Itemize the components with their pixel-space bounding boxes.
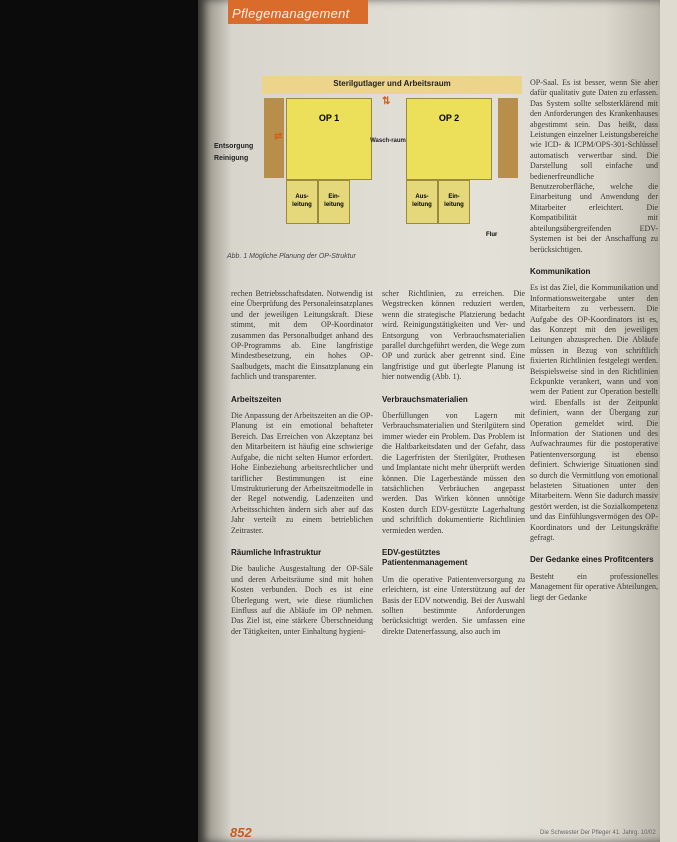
op1-label: OP 1 — [318, 113, 340, 123]
op-room-1 — [286, 98, 372, 180]
exit-room-1 — [286, 180, 318, 224]
entry-room-2 — [438, 180, 470, 224]
arrow-icon: ⇄ — [274, 131, 283, 142]
paragraph: Die Anpassung der Arbeitszeiten an die OP-Planung ist ein emotional behafteter Bereich. Das Erreichen von Akzeptanz bei den Mitarbeitern ist häufig eine schwierige Aufgabe, die nicht selten Humor erfordert. Hohe Einbeziehung arbeitsrechtlicher und tariflicher Bestimmungen ist eine Umstrukturierung der Arbeitszeitmodelle in der Regel notwendig. Ladenzeiten und Arbeitsschichten ändern sich aber auf das Jahr verteilt zu einem betrieblichen Zeitraster. — [231, 411, 373, 535]
text-column-2 — [382, 289, 525, 643]
storage-label: Sterilgutlager und Arbeitsraum — [333, 79, 451, 88]
cleaning-label: Reinigung — [214, 155, 249, 162]
entry-room-1 — [318, 180, 350, 224]
op-room-2 — [406, 98, 492, 180]
page-edges — [660, 0, 677, 842]
section-heading: Kommunikation — [530, 266, 591, 276]
paragraph: scher Richtlinien, zu erreichen. Die Wegstrecken können reduziert werden, wenn die strategische Platzierung bedacht wird. Reinigungstätigkeiten und Ver- und Entsorgung von Verbrauchsmaterialien parallel durchgeführt werden, die Wege zum OP und zurück aber getrennt sind. Eine langfristige und gut überlegte Planung ist hier notwendig (Abb. 1). — [382, 289, 525, 382]
entry1-label: Ein-leitung — [324, 194, 344, 208]
exit1-label: Aus-leitung — [292, 194, 312, 208]
paragraph: Besteht ein professionelles Management für operative Abteilungen, liegt der Gedanke — [530, 571, 658, 602]
entry2-label: Ein-leitung — [444, 194, 464, 208]
exit-room-2 — [406, 180, 438, 224]
corridor-label: Flur — [486, 232, 498, 238]
section-heading: Arbeitszeiten — [231, 394, 282, 404]
disposal-label: Entsorgung — [214, 143, 254, 150]
exit2-label: Aus-leitung — [412, 194, 432, 208]
text-column-1 — [231, 289, 373, 643]
section-title: Pflegemanagement — [232, 6, 350, 21]
paragraph: OP-Saal. Es ist besser, wenn Sie aber dafür qualitativ gute Daten zu erfassen. Das System sollte selbsterklärend mit den Anforderungen des Krankenhauses abgestimmt sein. Das heißt, dass Leistungen einzelner Leistungsbereiche wie ICD- & ICPM/OPS-301-Schlüssel automatisch verwertbar sind. Die Darstellung soll einfache und bedienerfreundliche Benutzeroberfläche, welche die Einarbeitung und Anwendung der Mitarbeiter erleichtert. Die Kompatibilität mit abteilungsübergreifenden EDV-Systemen ist bei der Anschaffung zu berücksichtigen. — [530, 78, 658, 254]
op2-label: OP 2 — [438, 113, 460, 123]
paragraph: Um die operative Patientenversorgung zu erleichtern, ist eine Unterstützung auf der Basis der EDV notwendig. Bei der Auswahl sollten bestimmte Anforderungen berücksichtigt werden. Sie umfassen eine direkte Datenerfassung, also auch im — [382, 574, 525, 636]
paragraph: Es ist das Ziel, die Kommunikation und Informationsweitergabe unter den Mitarbeitern zu verbessern. Die Aufgabe des OP-Koordinators ist es, das Konzept mit den jeweiligen Leitungen abzusprechen. Die Abläufe müssen in Bezug von schriftlich fixierten Richtlinien festgelegt werden. Beispielsweise sind in den Richtlinien Eckpunkte verankert, wann und von wem der Patient zur Operation bestellt wird. Ebenfalls ist der Zeitpunkt definiert, wann der Übergang zur Operation gemeldet wird. Die Information der Stationen und des Aufwachraumes für die postoperative Patientenversorgung ist ebenso definiert. Schwierige Situationen sind so durch die Vermittlung von emotional belasteten Situationen unter den Mitarbeitern. Wenn Sie dadurch massiv gestört werden, ist die Sozialkompetenz und das Einfühlungsvermögen des OP-Koordinators und der Leitungskräfte gefragt. — [530, 283, 658, 543]
section-heading: Der Gedanke eines Profitcenters — [530, 555, 654, 565]
washroom-label: Wasch-raum — [370, 138, 406, 144]
page-number: 852 — [230, 825, 252, 840]
text-column-3 — [530, 78, 658, 609]
figure-caption: Abb. 1 Mögliche Planung der OP-Struktur — [227, 253, 356, 260]
paragraph: Die bauliche Ausgestaltung der OP-Säle und deren Arbeitsräume sind mit hohen Kosten verbunden. Doch es ist eine Überlegung wert, wie diese räumlichen Einfluss auf die Abläufe im OP nehmen. Das Ziel ist, eine stärkere Überschneidung der Tätigkeiten, unter Einhaltung hygieni- — [231, 564, 373, 636]
right-corridor — [498, 98, 518, 178]
op-layout-figure — [262, 76, 522, 248]
section-heading: EDV-gestütztes Patientenmanagement — [382, 547, 468, 568]
section-heading: Räumliche Infrastruktur — [231, 547, 322, 557]
paragraph: Überfüllungen von Lagern mit Verbrauchsmaterialien und Sterilgütern sind immer wieder ein Problem. Das Problem ist die Haltbarkeitsdaten und der Gefahr, dass die Lagerfristen der Sterilgüter, Prothesen und Implantate nicht mehr überprüft werden können. Die Lagerbestände müssen den tatsächlichen Verbräuchen angepasst werden. Das Wirken können unnötige Kosten durch EDV-gestützte Lagerhaltung und schriftlich dokumentierte Richtlinien vermieden werden. — [382, 411, 525, 535]
arrow-icon: ⇅ — [382, 96, 391, 107]
section-heading: Verbrauchsmaterialien — [382, 394, 468, 404]
journal-footer: Die Schwester Der Pfleger 41. Jahrg. 10/02 — [540, 830, 656, 836]
paragraph: rechen Betriebsschaftsdaten. Notwendig ist eine Überprüfung des Personaleinsatzplanes und der jeweiligen Leitungskraft. Diese stimmt, mit dem OP-Koordinator zusammen das Personalbudget anhand des OP-Programms ab. Eine langfristige Mindestbesetzung, ein hohes OP-Saalbudgets, macht die Einsatzplanung ein fachlich und transparenter. — [231, 289, 373, 382]
